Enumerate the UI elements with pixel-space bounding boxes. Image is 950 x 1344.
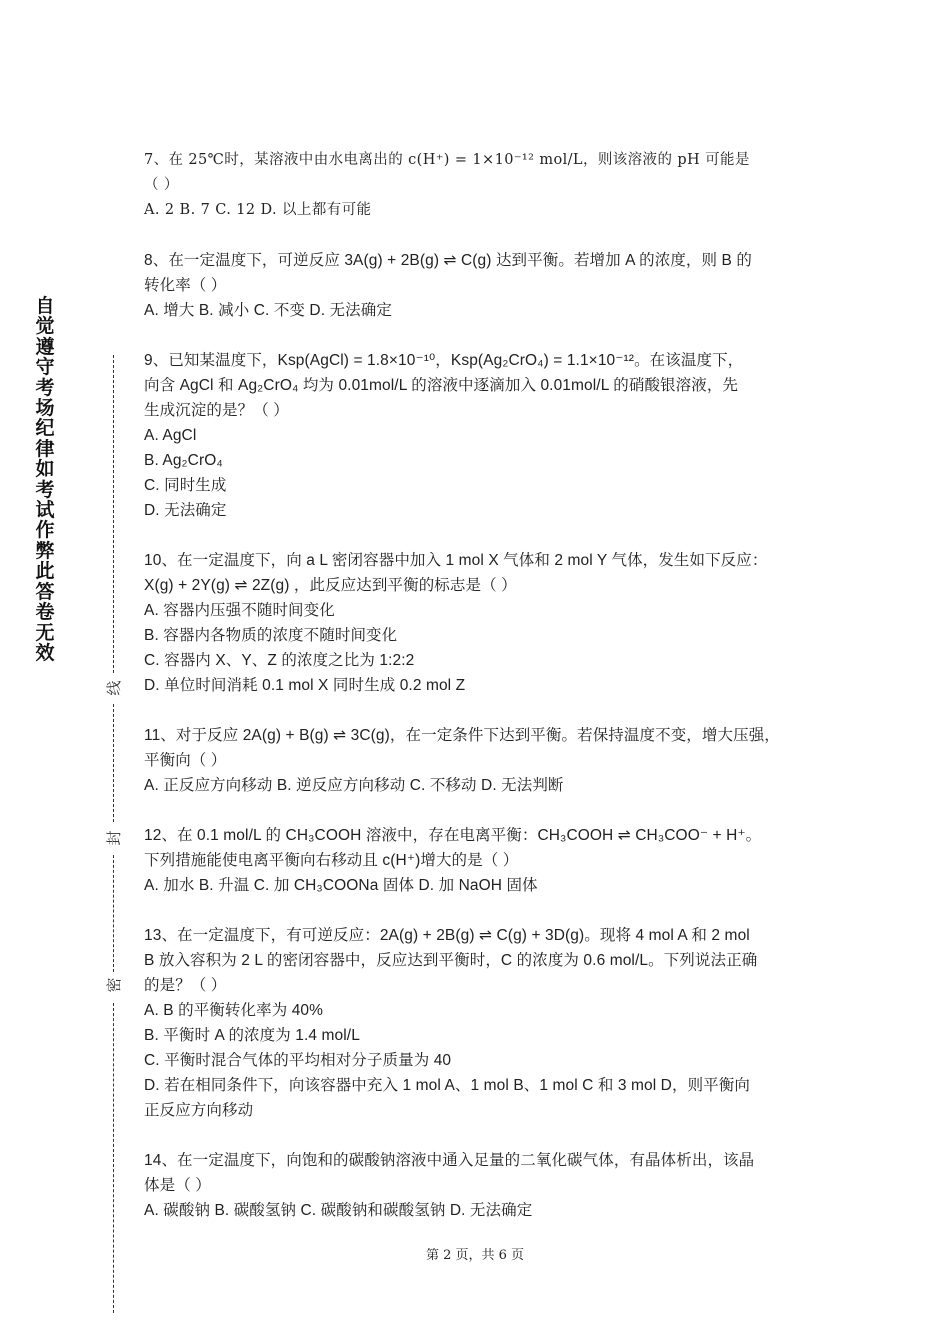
question-stem-line: 10、在一定温度下，向 a L 密闭容器中加入 1 mol X 气体和 2 mol Y 气体，发生如下反应： <box>144 552 768 569</box>
question-stem-line: 7、在 25℃时，某溶液中由水电离出的 c(H⁺) = 1×10⁻¹² mol/L，则该溶液的 pH 可能是 <box>144 152 750 168</box>
option-a: A. B 的平衡转化率为 40% <box>144 1002 324 1019</box>
option-b: B. Ag₂CrO₄ <box>144 452 223 469</box>
binding-label-secret: 密 <box>105 977 123 993</box>
question-stem-line: 向含 AgCl 和 Ag₂CrO₄ 均为 0.01mol/L 的溶液中逐滴加入 0.01mol/L 的硝酸银溶液，先 <box>144 377 739 394</box>
question-stem-line: B 放入容积为 2 L 的密闭容器中，反应达到平衡时，C 的浓度为 0.6 mol/L。下列说法正确 <box>144 952 758 969</box>
option-d: D. 单位时间消耗 0.1 mol X 同时生成 0.2 mol Z <box>144 677 466 694</box>
binding-label-seal: 封 <box>105 830 123 846</box>
option-c: C. 平衡时混合气体的平均相对分子质量为 40 <box>144 1052 452 1069</box>
binding-dashed-line-top <box>113 355 114 673</box>
question-11 <box>144 723 824 798</box>
option-b: B. 容器内各物质的浓度不随时间变化 <box>144 627 398 644</box>
question-stem-line: 14、在一定温度下，向饱和的碳酸钠溶液中通入足量的二氧化碳气体，有晶体析出，该晶 <box>144 1152 755 1169</box>
option-a: A. 容器内压强不随时间变化 <box>144 602 335 619</box>
question-stem-line: 11、对于反应 2A(g) + B(g) ⇌ 3C(g)，在一定条件下达到平衡。若保持温度不变，增大压强， <box>144 727 780 744</box>
question-12 <box>144 823 824 898</box>
binding-label-line: 线 <box>105 680 123 696</box>
question-14 <box>144 1148 824 1223</box>
option-d-continued: 正反应方向移动 <box>144 1102 254 1119</box>
question-8 <box>144 248 824 323</box>
option-a: A. AgCl <box>144 427 197 444</box>
option-d: D. 无法确定 <box>144 502 227 519</box>
binding-dashed-line-bottom <box>113 1003 114 1313</box>
question-list <box>144 148 824 1248</box>
question-stem-line: 体是（ ） <box>144 1177 211 1194</box>
question-options: A. 增大 B. 减小 C. 不变 D. 无法确定 <box>144 302 392 319</box>
question-options: A. 正反应方向移动 B. 逆反应方向移动 C. 不移动 D. 无法判断 <box>144 777 564 794</box>
question-stem-line: 9、已知某温度下，Ksp(AgCl) = 1.8×10⁻¹⁰，Ksp(Ag₂CrO₄) = 1.1×10⁻¹²。在该温度下， <box>144 352 744 369</box>
binding-dashed-line-mid1 <box>113 704 114 822</box>
option-c: C. 同时生成 <box>144 477 227 494</box>
question-stem-line: 8、在一定温度下，可逆反应 3A(g) + 2B(g) ⇌ C(g) 达到平衡。若增加 A 的浓度，则 B 的 <box>144 252 752 269</box>
question-stem-line: 生成沉淀的是？（ ） <box>144 402 289 419</box>
question-stem-line: （ ） <box>144 177 179 193</box>
question-options: A. 加水 B. 升温 C. 加 CH₃COONa 固体 D. 加 NaOH 固体 <box>144 877 538 894</box>
question-options: A. 2 B. 7 C. 12 D. 以上都有可能 <box>144 202 372 218</box>
question-stem-line: 13、在一定温度下，有可逆反应：2A(g) + 2B(g) ⇌ C(g) + 3D(g)。现将 4 mol A 和 2 mol <box>144 927 750 944</box>
question-stem-line: 转化率（ ） <box>144 277 227 294</box>
question-stem-line: 平衡向（ ） <box>144 752 227 769</box>
question-options: A. 碳酸钠 B. 碳酸氢钠 C. 碳酸钠和碳酸氢钠 D. 无法确定 <box>144 1202 533 1219</box>
option-b: B. 平衡时 A 的浓度为 1.4 mol/L <box>144 1027 360 1044</box>
question-stem-line: 下列措施能使电离平衡向右移动且 c(H⁺)增大的是（ ） <box>144 852 519 869</box>
option-c: C. 容器内 X、Y、Z 的浓度之比为 1:2:2 <box>144 652 415 669</box>
question-13 <box>144 923 824 1123</box>
question-9 <box>144 348 824 523</box>
page-indicator: 第 2 页，共 6 页 <box>425 1248 525 1263</box>
binding-dashed-line-mid2 <box>113 855 114 972</box>
question-stem-line: 的是？（ ） <box>144 977 227 994</box>
exam-discipline-warning: 自觉遵守考场纪律如考试作弊此答卷无效 <box>35 295 55 664</box>
question-10 <box>144 548 824 698</box>
question-stem-line: 12、在 0.1 mol/L 的 CH₃COOH 溶液中，存在电离平衡：CH₃COOH ⇌ CH₃COO⁻ + H⁺。 <box>144 827 762 844</box>
option-d: D. 若在相同条件下，向该容器中充入 1 mol A、1 mol B、1 mol C 和 3 mol D，则平衡向 <box>144 1077 750 1094</box>
question-7 <box>144 148 824 223</box>
question-stem-line: X(g) + 2Y(g) ⇌ 2Z(g) ，此反应达到平衡的标志是（ ） <box>144 577 517 594</box>
